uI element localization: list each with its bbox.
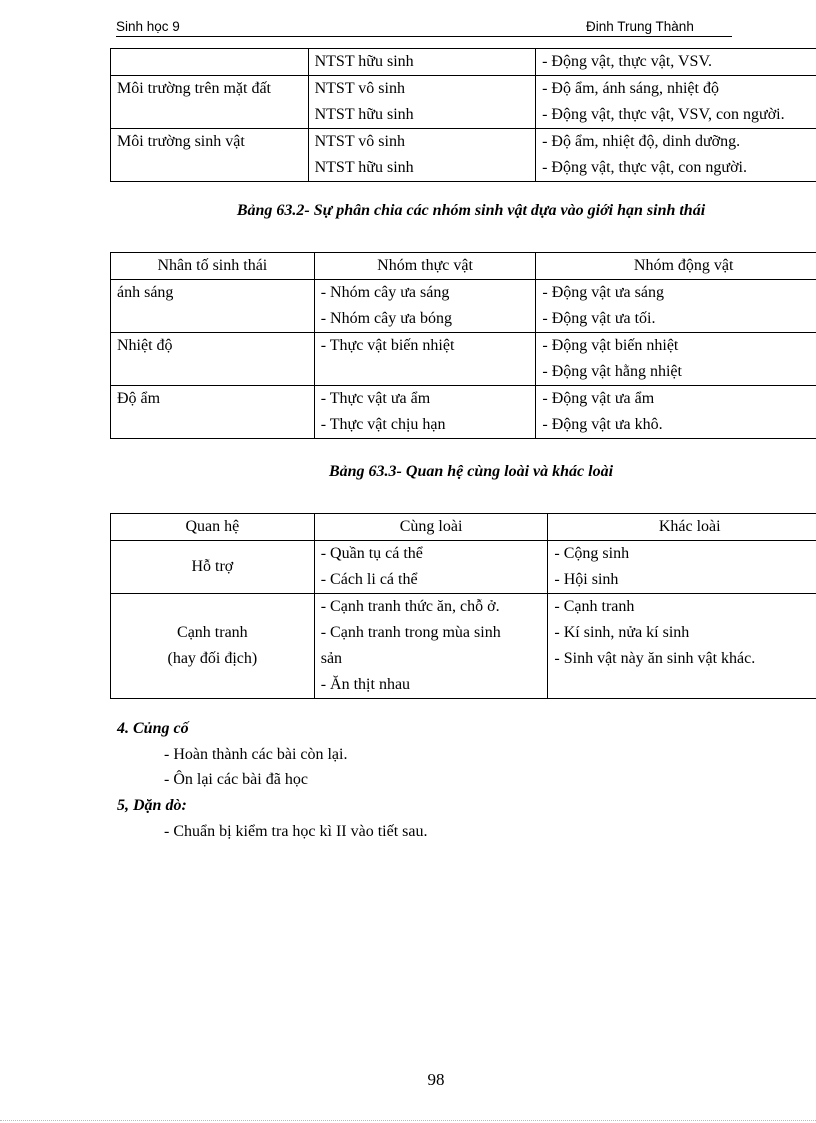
example-cell [536, 76, 816, 129]
ecological-limits-table [110, 252, 816, 439]
animal-line: - Động vật hằng nhiệt [542, 363, 682, 380]
animals-cell [536, 333, 816, 386]
plants-cell [314, 386, 536, 439]
same-species-cell [314, 594, 548, 699]
section-5-item: - Chuẩn bị kiểm tra học kì II vào tiết sau. [164, 823, 428, 840]
example-cell [536, 49, 816, 76]
table-row [111, 129, 816, 182]
species-relations-table [110, 513, 816, 699]
table-row [111, 280, 816, 333]
factor-cell: Nhiệt độ [111, 333, 315, 386]
factor-cell [308, 49, 536, 76]
section-4-title: 4. Củng cố [117, 720, 189, 737]
env-cell: Môi trường sinh vật [111, 129, 309, 182]
plant-line: - Thực vật ưa ẩm [320, 390, 431, 407]
animal-line: - Động vật ưa tối. [542, 310, 656, 327]
plant-line: - Nhóm cây ưa sáng [320, 284, 450, 301]
factor-cell: ánh sáng [111, 280, 315, 333]
column-header: Khác loài [548, 514, 816, 541]
relation-line: Hỗ trợ [191, 558, 234, 575]
table-header-row [111, 253, 816, 280]
table-row [111, 541, 816, 594]
header-author: Đinh Trung Thành [586, 19, 694, 34]
factor-cell [308, 129, 536, 182]
env-cell: Môi trường trên mặt đất [111, 76, 309, 129]
table-row [111, 76, 816, 129]
table-row [111, 333, 816, 386]
page-number: 98 [427, 1070, 445, 1089]
footer-divider [0, 1120, 816, 1121]
animals-cell [536, 386, 816, 439]
column-header: Nhóm thực vật [314, 253, 536, 280]
example-line: - Độ ẩm, nhiệt độ, dinh dưỡng. [542, 133, 741, 150]
relation-line: Cạnh tranh [177, 624, 248, 641]
example-line: - Độ ẩm, ánh sáng, nhiệt độ [542, 80, 719, 97]
other-line: - Kí sinh, nửa kí sinh [554, 624, 690, 641]
plant-line: - Thực vật biến nhiệt [320, 337, 455, 354]
factor-line: NTST hữu sinh [314, 53, 414, 70]
factor-line: NTST vô sinh [314, 133, 405, 150]
animal-line: - Động vật biến nhiệt [542, 337, 679, 354]
section-4-item: - Hoàn thành các bài còn lại. [164, 746, 348, 763]
same-species-cell [314, 541, 548, 594]
other-species-cell [548, 541, 816, 594]
table-row [111, 386, 816, 439]
factor-line: NTST hữu sinh [314, 106, 414, 123]
plants-cell [314, 280, 536, 333]
section-5-title: 5, Dặn dò: [117, 797, 187, 814]
column-header: Cùng loài [314, 514, 548, 541]
column-header: Nhân tố sinh thái [111, 253, 315, 280]
other-line: - Hội sinh [554, 571, 619, 588]
same-line: - Cạnh tranh trong mùa sinh [320, 624, 501, 641]
factor-cell [308, 76, 536, 129]
relation-line: (hay đối địch) [167, 650, 258, 667]
same-line: - Cách li cá thể [320, 571, 418, 588]
example-line: - Động vật, thực vật, VSV, con người. [542, 106, 785, 123]
table3-caption: Bảng 63.3- Quan hệ cùng loài và khác loài [328, 463, 614, 480]
other-line: - Sinh vật này ăn sinh vật khác. [554, 650, 756, 667]
same-line: sản [320, 650, 343, 667]
plant-line: - Thực vật chịu hạn [320, 416, 446, 433]
example-line: - Động vật, thực vật, VSV. [542, 53, 712, 70]
other-line: - Cộng sinh [554, 545, 630, 562]
other-species-cell [548, 594, 816, 699]
relation-cell [111, 541, 315, 594]
page-header [116, 18, 732, 37]
section-4-item: - Ôn lại các bài đã học [164, 771, 308, 788]
animal-line: - Động vật ưa ẩm [542, 390, 655, 407]
table-row [111, 49, 816, 76]
example-line: - Động vật, thực vật, con người. [542, 159, 747, 176]
table2-caption: Bảng 63.2- Sự phân chia các nhóm sinh vật dựa vào giới hạn sinh thái [236, 202, 706, 219]
header-subject: Sinh học 9 [116, 19, 180, 34]
column-header: Nhóm động vật [536, 253, 816, 280]
animal-line: - Động vật ưa sáng [542, 284, 664, 301]
factor-line: NTST vô sinh [314, 80, 405, 97]
other-line: - Cạnh tranh [554, 598, 635, 615]
same-line: - Cạnh tranh thức ăn, chỗ ở. [320, 598, 500, 615]
factor-line: NTST hữu sinh [314, 159, 414, 176]
table-header-row [111, 514, 816, 541]
environment-factors-table [110, 48, 816, 182]
example-cell [536, 129, 816, 182]
same-line: - Ăn thịt nhau [320, 676, 411, 693]
plant-line: - Nhóm cây ưa bóng [320, 310, 453, 327]
table-row [111, 594, 816, 699]
column-header: Quan hệ [111, 514, 315, 541]
animal-line: - Động vật ưa khô. [542, 416, 663, 433]
env-cell [111, 49, 309, 76]
same-line: - Quần tụ cá thể [320, 545, 423, 562]
relation-cell [111, 594, 315, 699]
factor-cell: Độ ẩm [111, 386, 315, 439]
plants-cell [314, 333, 536, 386]
animals-cell [536, 280, 816, 333]
